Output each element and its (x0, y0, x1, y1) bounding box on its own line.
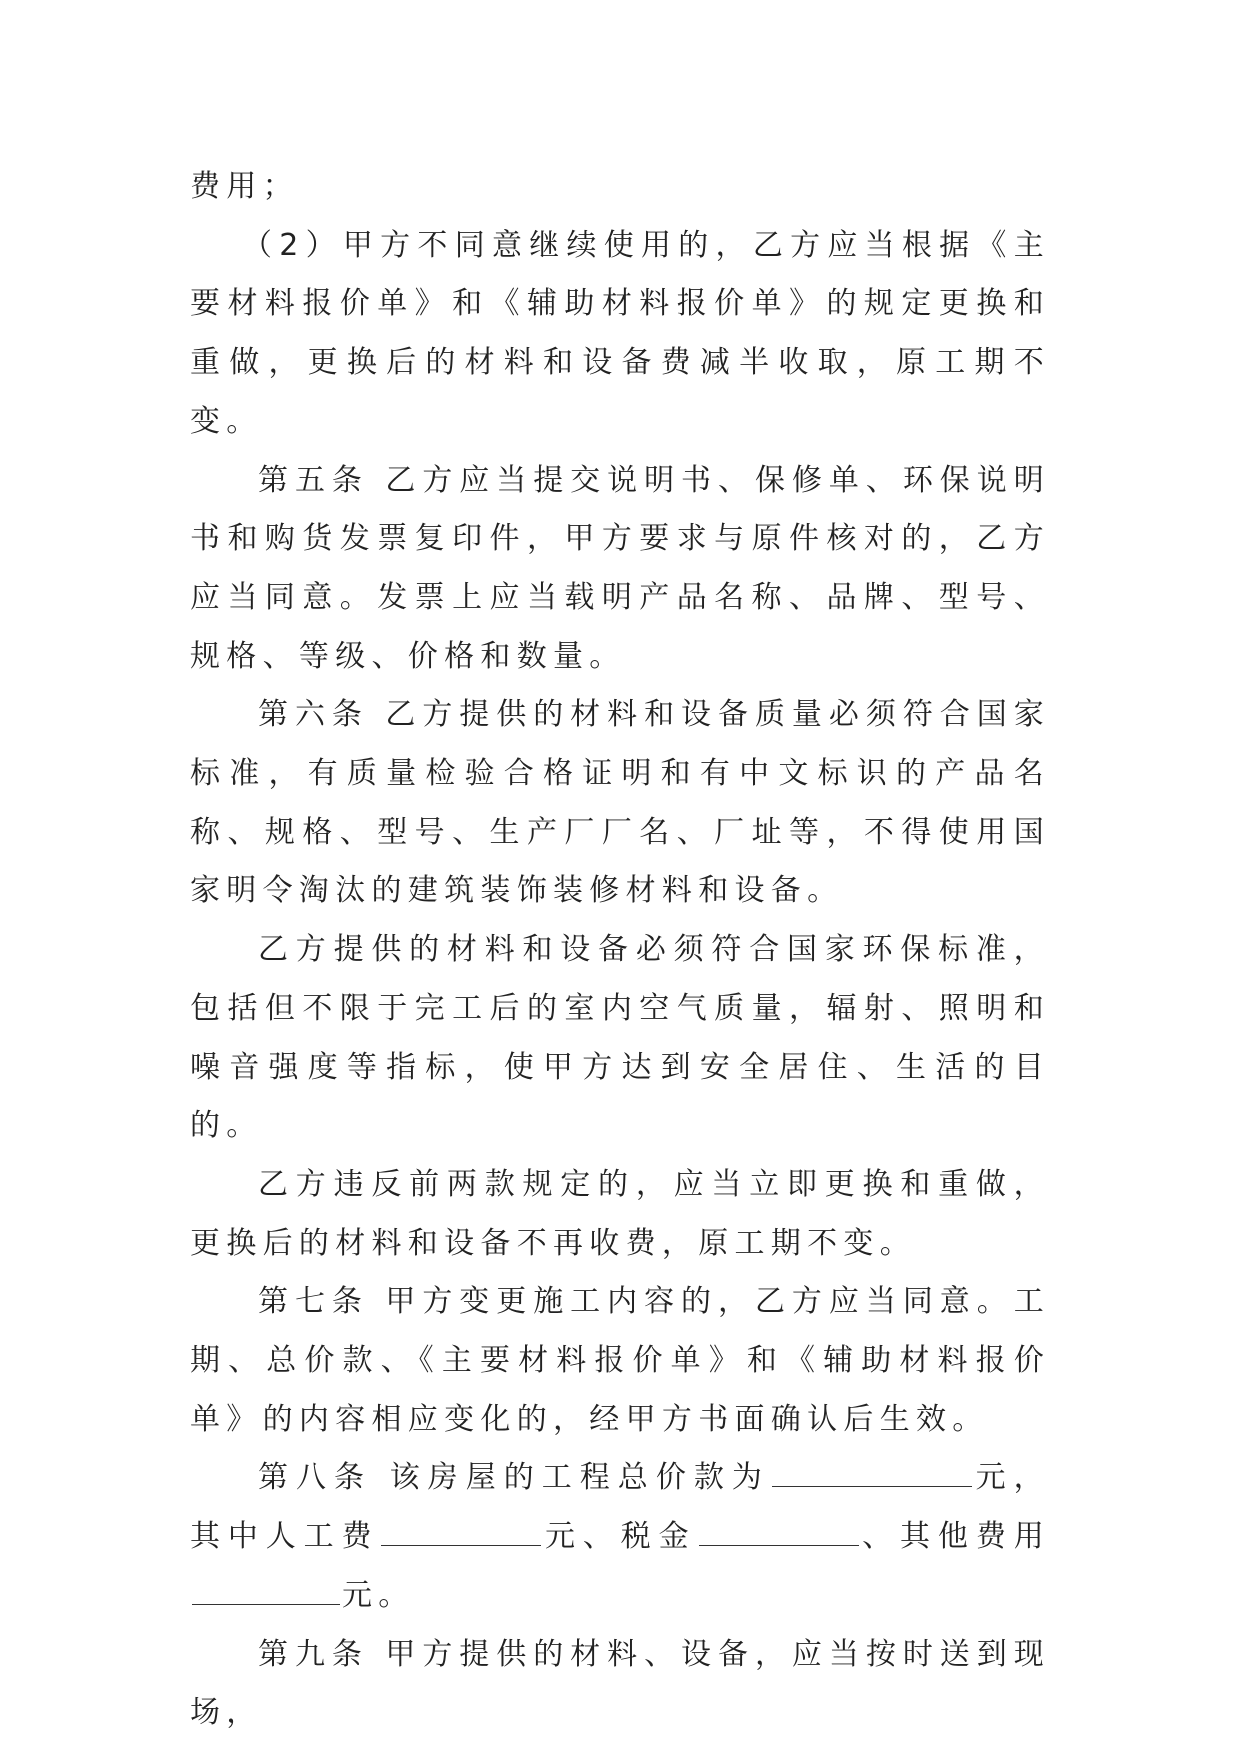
article-8-text-1: 第八条 该房屋的工程总价款为 (258, 1460, 770, 1496)
article-8-text-4: 、其他费用 (860, 1519, 1051, 1555)
paragraph-clause-2: （2）甲方不同意继续使用的，乙方应当根据《主要材料报价单》和《辅助材料报价单》的规定更换和重做，更换后的材料和设备费减半收取，原工期不变。 (190, 227, 1050, 439)
paragraph-article-7: 第七条 甲方变更施工内容的，乙方应当同意。工期、总价款、《主要材料报价单》和《辅助材料报价单》的内容相应变化的，经甲方书面确认后生效。 (190, 1284, 1050, 1437)
paragraph-article-8 (190, 1449, 1050, 1625)
article-8-text-2: 元，其中人工费 (190, 1460, 1050, 1555)
article-8-text-3: 元、税金 (543, 1519, 697, 1555)
paragraph-article-9: 第九条 甲方提供的材料、设备，应当按时送到现场， (190, 1636, 1050, 1731)
total-price-blank[interactable] (772, 1456, 972, 1487)
paragraph-article-5: 第五条 乙方应当提交说明书、保修单、环保说明书和购货发票复印件，甲方要求与原件核对的，乙方应当同意。发票上应当载明产品名称、品牌、型号、规格、等级、价格和数量。 (190, 462, 1050, 674)
paragraph-violation: 乙方违反前两款规定的，应当立即更换和重做，更换后的材料和设备不再收费，原工期不变。 (190, 1166, 1050, 1261)
paragraph-continuation: 费用； (190, 169, 299, 204)
tax-blank[interactable] (699, 1515, 859, 1546)
contract-body (190, 158, 1050, 1743)
article-8-text-5: 元。 (342, 1577, 415, 1613)
paragraph-environmental-standard: 乙方提供的材料和设备必须符合国家环保标准，包括但不限于完工后的室内空气质量，辐射、照明和噪音强度等指标，使甲方达到安全居住、生活的目的。 (190, 932, 1050, 1144)
paragraph-article-6: 第六条 乙方提供的材料和设备质量必须符合国家标准，有质量检验合格证明和有中文标识的产品名称、规格、型号、生产厂厂名、厂址等，不得使用国家明令淘汰的建筑装饰装修材料和设备。 (190, 697, 1050, 909)
other-fees-blank[interactable] (192, 1574, 340, 1605)
labor-cost-blank[interactable] (381, 1515, 541, 1546)
